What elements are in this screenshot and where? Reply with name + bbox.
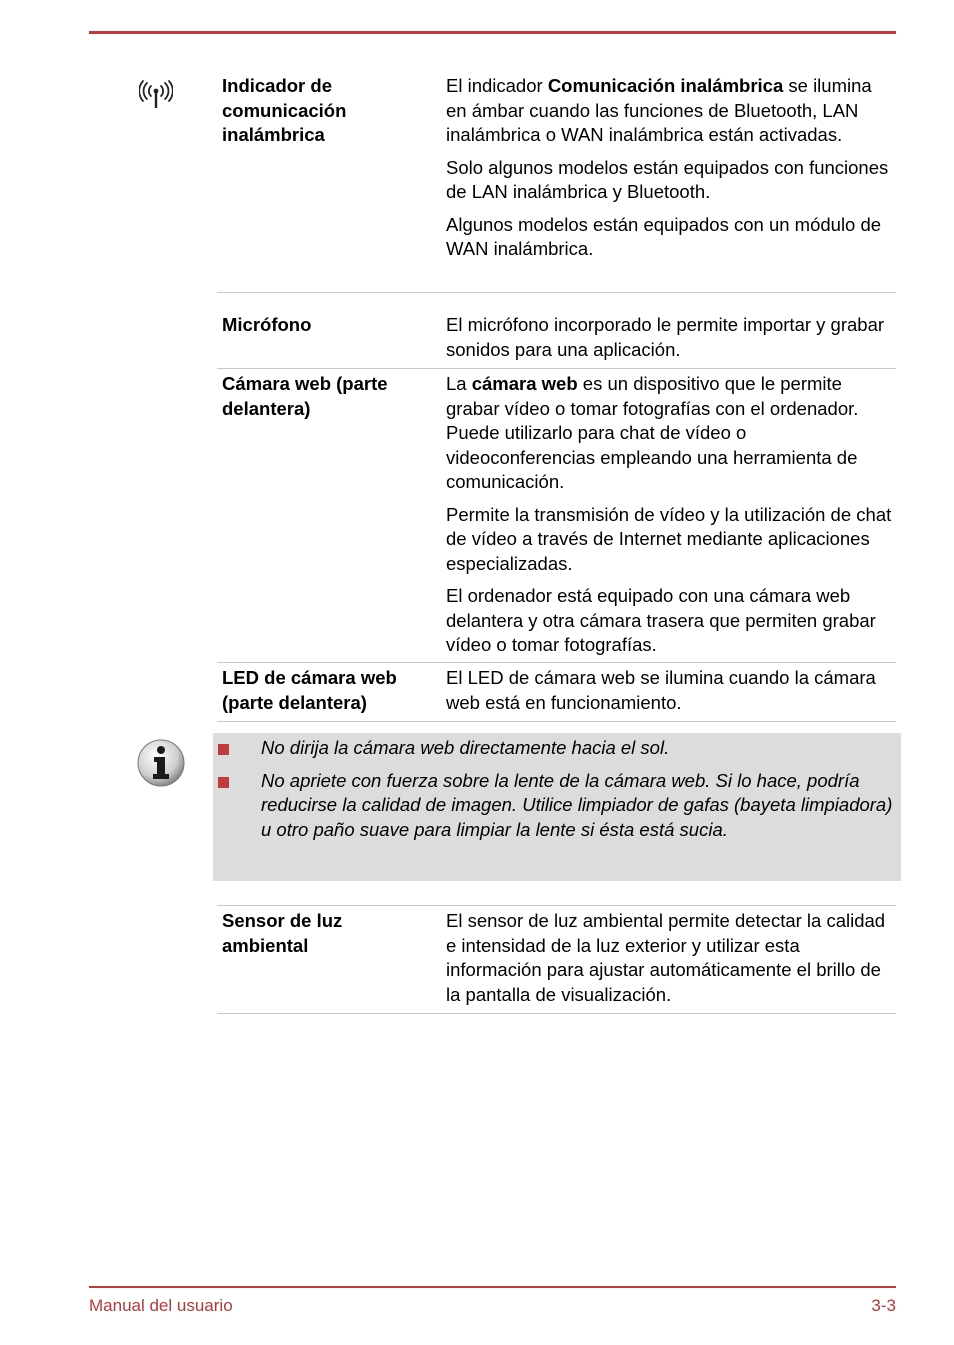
row-divider (217, 905, 896, 906)
wireless-antenna-icon (139, 80, 173, 110)
desc-paragraph: El ordenador está equipado con una cámara web delantera y otra cámara trasera que permiten grabar vídeo o tomar fotografías. (446, 585, 876, 655)
desc-paragraph: El LED de cámara web se ilumina cuando la cámara web está en funcionamiento. (446, 667, 876, 713)
bullet-square-icon (218, 777, 229, 788)
information-icon (136, 738, 186, 788)
desc-paragraph: Permite la transmisión de vídeo y la utilización de chat de vídeo a través de Internet mediante aplicaciones especializadas. (446, 503, 892, 574)
desc-paragraph: El sensor de luz ambiental permite detectar la calidad e intensidad de la luz exterior y utilizar esta información para ajustar automáticamente el brillo de la pantalla de visualización. (446, 910, 886, 1005)
term-light-sensor: Sensor de luz ambiental (222, 910, 343, 956)
note-item (213, 769, 901, 843)
note-text: No dirija la cámara web directamente hacia el sol. (261, 737, 670, 758)
row-divider (217, 292, 896, 293)
note-list (213, 736, 901, 850)
footer-rule (89, 1286, 896, 1288)
desc-paragraph: El micrófono incorporado le permite importar y grabar sonidos para una aplicación. (446, 314, 885, 360)
desc-paragraph: Algunos modelos están equipados con un módulo de WAN inalámbrica. (446, 213, 882, 259)
row-divider (217, 368, 896, 369)
note-text: No apriete con fuerza sobre la lente de la cámara web. Si lo hace, podría reducirse la calidad de imagen. Utilice limpiador de gafas (bayeta limpiadora) u otro paño suave para limpiar la lente si ésta está sucia. (261, 769, 893, 840)
desc-paragraph: El indicador Comunicación inalámbrica se ilumina en ámbar cuando las funciones de Bluetooth, LAN inalámbrica o WAN inalámbrica están activadas. (446, 75, 872, 145)
desc-wireless-indicator (446, 74, 896, 262)
note-item (213, 736, 901, 761)
desc-paragraph: La cámara web es un dispositivo que le permite grabar vídeo o tomar fotografías con el ordenador. Puede utilizarlo para chat de vídeo o videoconferencias empleando una herramienta de comunicación. (446, 373, 859, 492)
page-number: 3-3 (871, 1296, 896, 1315)
term-wireless-indicator: Indicador de comunicación inalámbrica (222, 75, 347, 145)
desc-microphone (446, 313, 896, 362)
header-rule (89, 31, 896, 34)
desc-webcam (446, 372, 896, 658)
footer-title: Manual del usuario (89, 1296, 233, 1315)
desc-light-sensor (446, 909, 896, 1007)
note-box (213, 733, 901, 881)
term-microphone: Micrófono (222, 314, 312, 335)
term-webcam-led: LED de cámara web (parte delantera) (222, 667, 397, 713)
row-divider (217, 662, 896, 663)
row-divider (217, 721, 896, 722)
term-webcam: Cámara web (parte delantera) (222, 373, 388, 419)
desc-paragraph: Solo algunos modelos están equipados con funciones de LAN inalámbrica y Bluetooth. (446, 156, 889, 202)
desc-webcam-led (446, 666, 896, 715)
row-divider (217, 1013, 896, 1014)
bullet-square-icon (218, 744, 229, 755)
